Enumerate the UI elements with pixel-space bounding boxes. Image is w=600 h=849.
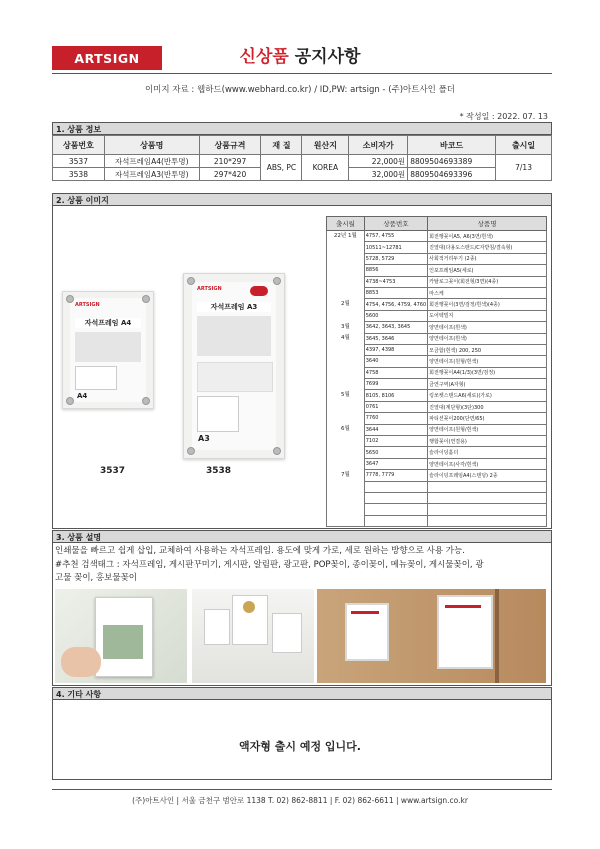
schedule-row [327,458,547,469]
schedule-row [327,265,547,276]
schedule-month [327,253,365,264]
product-barcode: 8809504693389 [408,155,496,168]
schedule-name: 양면테이프(원형/흰색) [428,356,547,367]
schedule-row [327,344,547,355]
schedule-code: 7102 [364,436,427,447]
col-header: 상품규격 [199,136,261,155]
footer-divider [52,789,552,790]
schedule-name [428,504,547,515]
schedule-code: 10511~12781 [364,242,427,253]
col-header: 소비자가 [349,136,408,155]
magnet-pin [66,397,74,405]
schedule-row [327,356,547,367]
schedule-row [327,242,547,253]
magnet-pin [273,277,281,285]
schedule-month [327,242,365,253]
description-line: 인쇄물을 빠르고 쉽게 삽입, 교체하여 사용하는 자석프레임. 용도에 맞게 가로, 세로 원하는 방향으로 사용 가능. [55,546,465,556]
schedule-name: 모금함(흰색) 200, 250 [428,344,547,355]
schedule-row [327,401,547,412]
product-origin: KOREA [302,155,349,181]
title-text: 공지사항 [288,47,361,67]
schedule-row [327,515,547,526]
schedule-name: 회전행꽂이(3면/검정/흰색)(4종) [428,299,547,310]
schedule-code: 7699 [364,379,427,390]
schedule-name: 마스케 [428,287,547,298]
title-highlight: 신상품 [239,47,289,67]
table-row [53,155,552,168]
frame-on-wall [272,613,302,653]
schedule-name: 카탈로그꽂이(회전형/3면)(4종) [428,276,547,287]
frame-picture [103,625,143,659]
product-name: 자석프레임A3(반투명) [104,168,199,181]
frame-product-title: 자석프레임 A3 [197,302,271,312]
schedule-name: 도어텍빌지 [428,310,547,321]
schedule-month [327,379,365,390]
schedule-month [327,265,365,276]
schedule-code: 3642, 3643, 3645 [364,322,427,333]
schedule-month: 7월 [327,470,365,481]
page-title [0,42,600,67]
schedule-month [327,276,365,287]
schedule-code: 3644 [364,424,427,435]
schedule-name: 인포프레임A5(세로) [428,265,547,276]
product-description [55,545,550,586]
schedule-row [327,287,547,298]
schedule-header-row [327,217,547,231]
schedule-month [327,413,365,424]
image-label-3538: 3538 [206,466,232,476]
schedule-row [327,276,547,287]
image-label-3537: 3537 [100,466,126,476]
schedule-row [327,424,547,435]
search-tags-line: #추천 검색태그 : 자석프레임, 게시판꾸미기, 게시판, 알림판, 광고판, POP꽂이, 종이꽂이, 메뉴꽂이, 게시물꽂이, 광 [55,559,484,570]
schedule-code: 3645, 3646 [364,333,427,344]
col-header: 상품명 [428,217,547,231]
company-footer: (주)아트사인 | 서울 금천구 범안로 1138 T. 02) 862-8811 | F. 02) 862-6611 | www.artsign.co.kr [132,796,468,805]
frame-size-badge: A3 [198,434,210,443]
frame-product-title: 자석프레임 A4 [75,318,141,328]
col-header: 출시일 [496,136,552,155]
product-image-3538 [183,273,285,459]
frame-photo [197,316,271,356]
usage-photo-wall [192,589,314,683]
schedule-row [327,367,547,378]
schedule-month [327,492,365,503]
frame-on-wall [204,609,230,645]
frame-brand: ARTSIGN [75,302,100,308]
image-source-note: 이미지 자료 : 웹하드(www.webhard.co.kr) / ID,PW: artsign - (주)아트사인 폴더 [144,85,456,95]
schedule-code: 4738~4753 [364,276,427,287]
release-schedule-table [326,216,547,527]
schedule-month: 3월 [327,322,365,333]
schedule-code: 5728, 5729 [364,253,427,264]
product-info-table [52,135,552,181]
product-code: 3538 [53,168,105,181]
product-price: 32,000원 [349,168,408,181]
schedule-row [327,447,547,458]
product-image-3537 [62,291,154,409]
col-header: 바코드 [408,136,496,155]
schedule-month [327,356,365,367]
product-barcode: 8809504693396 [408,168,496,181]
frame-features [197,362,273,392]
schedule-name: 사회적거리두기 (2종) [428,253,547,264]
schedule-code: 5650 [364,447,427,458]
magnet-pin [273,447,281,455]
product-price: 22,000원 [349,155,408,168]
col-header: 원산지 [302,136,349,155]
schedule-code [364,492,427,503]
frame-badge [250,286,268,296]
frame-heading [351,611,379,614]
schedule-row [327,310,547,321]
schedule-month: 22년 1월 [327,231,365,242]
hand [61,647,101,677]
schedule-code: 7778, 7779 [364,470,427,481]
schedule-code: 7760 [364,413,427,424]
schedule-month [327,367,365,378]
certificate-seal [243,601,255,613]
schedule-row [327,379,547,390]
schedule-name: 링쏘켓스탠드A6(세로)(가로) [428,390,547,401]
schedule-row [327,492,547,503]
schedule-row [327,481,547,492]
schedule-row [327,231,547,242]
schedule-code: 4754, 4756, 4759, 4760 [364,299,427,310]
schedule-name [428,481,547,492]
schedule-code: 4757, 4755 [364,231,427,242]
col-header: 상품번호 [364,217,427,231]
frame-photo [75,332,141,362]
schedule-month [327,481,365,492]
schedule-name: 양면테이프(흰색) [428,322,547,333]
schedule-row [327,299,547,310]
product-size: 297*420 [199,168,261,181]
schedule-name: 양면테이프(사각/흰색) [428,458,547,469]
magnet-pin [187,277,195,285]
search-tags-line: 고물 꽂이, 홍보물꽂이 [55,573,138,583]
table-header-row [53,136,552,155]
schedule-name [428,492,547,503]
schedule-code: 0761 [364,401,427,412]
product-name: 자석프레임A4(반투명) [104,155,199,168]
schedule-name: 양면테이프(원형/흰색) [428,424,547,435]
schedule-row [327,436,547,447]
schedule-name: 파티션꽂이200(단면/65) [428,413,547,424]
product-size: 210*297 [199,155,261,168]
schedule-code: 3647 [364,458,427,469]
usage-photo-hand [55,589,187,683]
schedule-name: 진열대(다용도스탠드/C자받침/결속형) [428,242,547,253]
schedule-code: 3640 [364,356,427,367]
schedule-month [327,458,365,469]
schedule-month: 5월 [327,390,365,401]
schedule-row [327,333,547,344]
title-divider [52,73,552,74]
schedule-month [327,515,365,526]
frame-heading [445,605,481,608]
col-header: 재 질 [261,136,302,155]
schedule-row [327,504,547,515]
section-product-info-header: 1. 상품 정보 [52,122,552,135]
schedule-month: 6월 [327,424,365,435]
artsign-logo: ARTSIGN [52,46,162,70]
magnet-pin [142,397,150,405]
schedule-month [327,447,365,458]
frame-diagram [197,396,239,432]
schedule-month [327,344,365,355]
schedule-name [428,515,547,526]
product-code: 3537 [53,155,105,168]
schedule-name: 양면테이프(흰색) [428,333,547,344]
frame-diagram [75,366,117,390]
usage-photo-wood [317,589,546,683]
schedule-month [327,287,365,298]
schedule-name: 진열대(계단형)(3단)300 [428,401,547,412]
col-header: 출시월 [327,217,365,231]
col-header: 상품명 [104,136,199,155]
schedule-code [364,515,427,526]
schedule-name: 금연구역(A자형) [428,379,547,390]
schedule-code: 4758 [364,367,427,378]
schedule-name: 회전행꽂이A5, A6(3면/흰색) [428,231,547,242]
schedule-name: 슬라이딩프레임A4(스탠딩) 2종 [428,470,547,481]
schedule-month [327,504,365,515]
magnet-pin [142,295,150,303]
schedule-row [327,322,547,333]
schedule-month [327,310,365,321]
schedule-row [327,253,547,264]
schedule-code: 5600 [364,310,427,321]
schedule-name: 행합꽂이(연결용) [428,436,547,447]
schedule-month [327,401,365,412]
schedule-code: 8105, 8106 [364,390,427,401]
wood-panel-seam [495,589,499,683]
release-date: 7/13 [496,155,552,181]
schedule-month [327,436,365,447]
magnet-pin [66,295,74,303]
write-date: * 작성일 : 2022. 07. 13 [459,112,548,121]
schedule-name: 회전행꽂이A4(1/3)(3면/검정) [428,367,547,378]
schedule-code: 8856 [364,265,427,276]
frame-brand: ARTSIGN [197,286,222,292]
release-notice: 액자형 출시 예정 입니다. [239,740,361,753]
col-header: 상품번호 [53,136,105,155]
schedule-row [327,470,547,481]
frame-size-badge: A4 [77,392,88,400]
product-material: ABS, PC [261,155,302,181]
schedule-row [327,413,547,424]
schedule-code [364,481,427,492]
schedule-code: 4397, 4398 [364,344,427,355]
section-etc-header: 4. 기타 사항 [52,687,552,700]
section-product-image-header: 2. 상품 이미지 [52,193,552,206]
section-description-header: 3. 상품 설명 [52,530,552,543]
schedule-row [327,390,547,401]
schedule-code: 8853 [364,287,427,298]
magnet-pin [187,447,195,455]
schedule-name: 슬라이딩홀더 [428,447,547,458]
schedule-month: 4월 [327,333,365,344]
schedule-code [364,504,427,515]
schedule-month: 2월 [327,299,365,310]
